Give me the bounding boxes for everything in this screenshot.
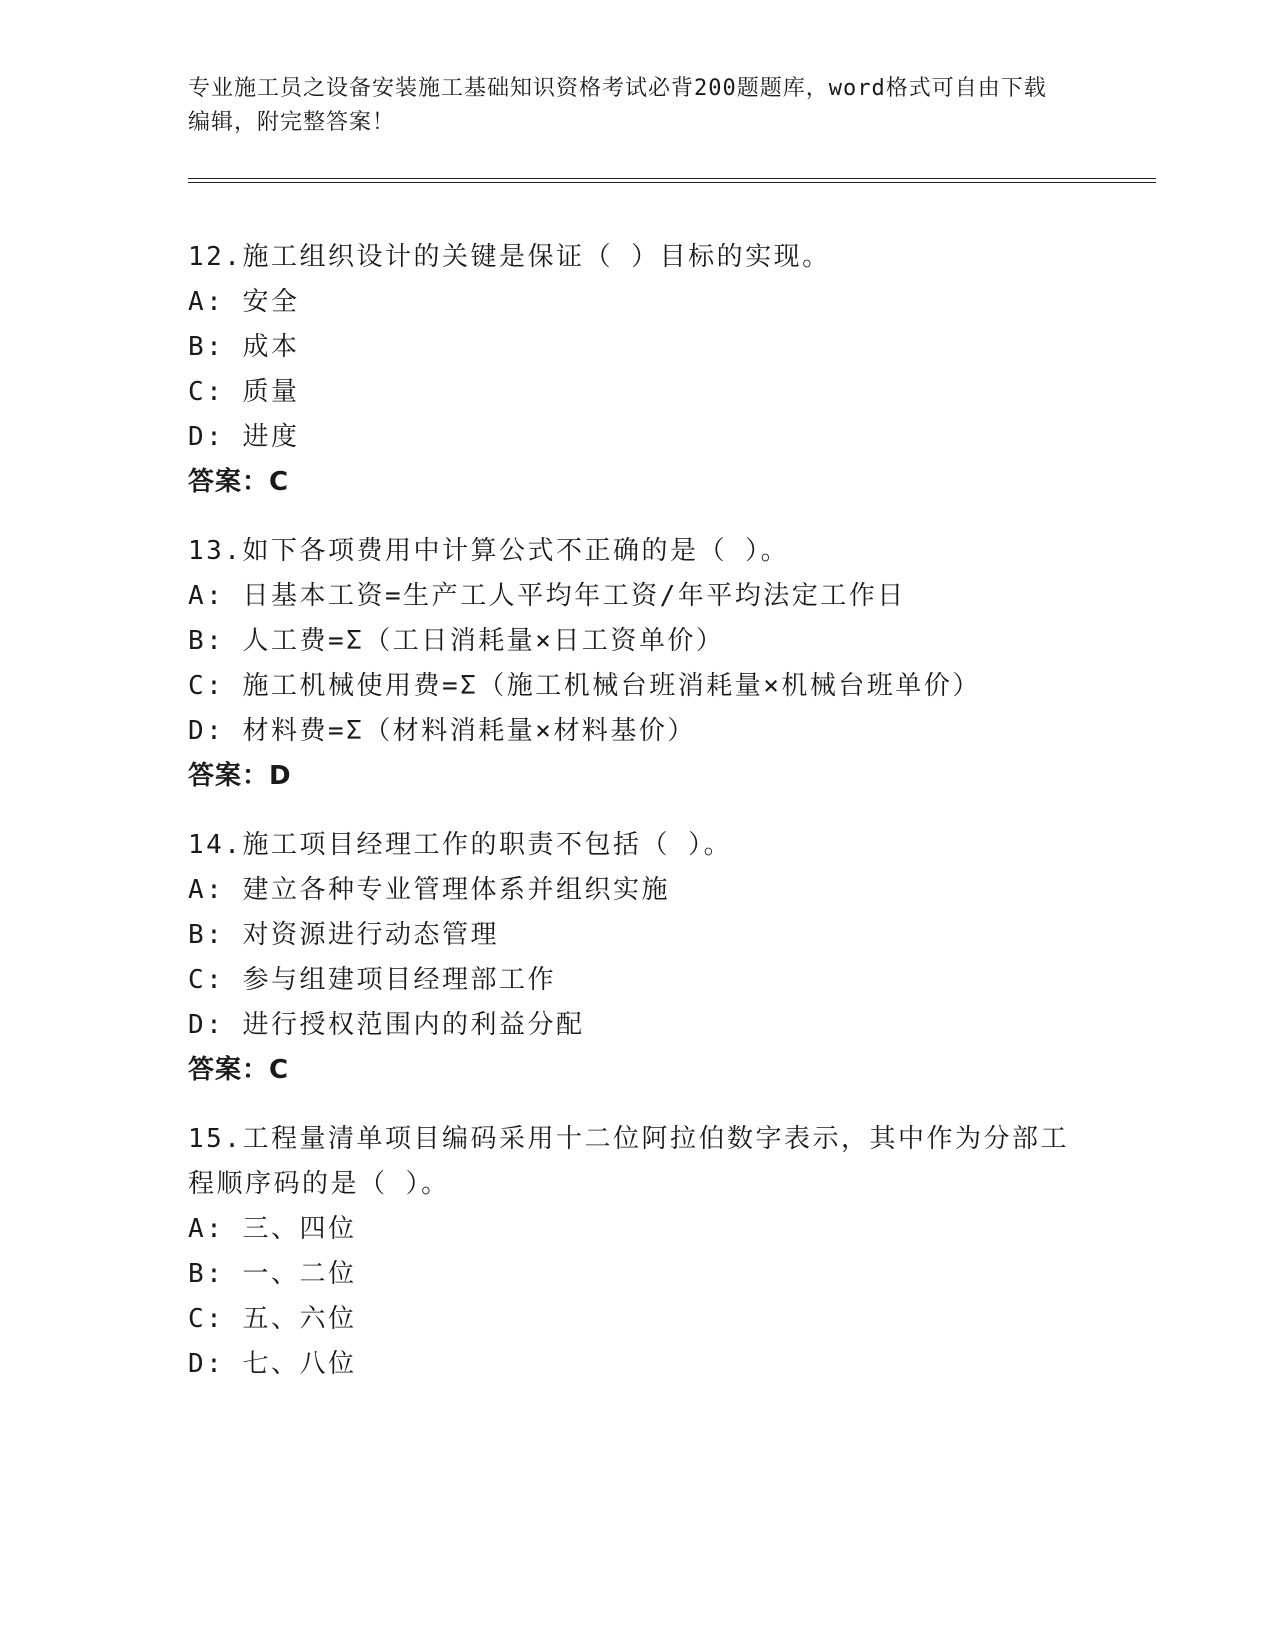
option-d: D: 材料费=Σ（材料消耗量×材料基价） xyxy=(188,716,696,746)
question-list xyxy=(188,235,1088,1411)
document-header: 专业施工员之设备安装施工基础知识资格考试必背200题题库，word格式可自由下载编辑，附完整答案！ xyxy=(188,76,1047,135)
option-c: C: 质量 xyxy=(188,377,300,407)
option-b: B: 对资源进行动态管理 xyxy=(188,920,499,950)
question-14 xyxy=(188,823,1088,1093)
option-b: B: 一、二位 xyxy=(188,1259,357,1289)
option-c: C: 参与组建项目经理部工作 xyxy=(188,965,556,995)
question-stem: 15.工程量清单项目编码采用十二位阿拉伯数字表示，其中作为分部工程顺序码的是（ ）。 xyxy=(188,1124,1069,1199)
answer-line: 答案：C xyxy=(188,1055,290,1085)
question-stem: 13.如下各项费用中计算公式不正确的是（ ）。 xyxy=(188,536,790,566)
option-c: C: 施工机械使用费=Σ（施工机械台班消耗量×机械台班单价） xyxy=(188,671,981,701)
option-a: A: 日基本工资=生产工人平均年工资/年平均法定工作日 xyxy=(188,581,906,611)
question-12 xyxy=(188,235,1088,505)
question-15 xyxy=(188,1117,1088,1387)
question-13 xyxy=(188,529,1088,799)
option-d: D: 七、八位 xyxy=(188,1349,357,1379)
option-d: D: 进度 xyxy=(188,422,300,452)
question-stem: 12.施工组织设计的关键是保证（ ）目标的实现。 xyxy=(188,242,831,272)
option-d: D: 进行授权范围内的利益分配 xyxy=(188,1010,585,1040)
option-b: B: 成本 xyxy=(188,332,300,362)
option-b: B: 人工费=Σ（工日消耗量×日工资单价） xyxy=(188,626,725,656)
answer-line: 答案：C xyxy=(188,467,290,497)
option-a: A: 三、四位 xyxy=(188,1214,357,1244)
option-a: A: 建立各种专业管理体系并组织实施 xyxy=(188,875,670,905)
option-a: A: 安全 xyxy=(188,287,300,317)
option-c: C: 五、六位 xyxy=(188,1304,357,1334)
header-divider xyxy=(188,178,1156,183)
question-stem: 14.施工项目经理工作的职责不包括（ ）。 xyxy=(188,830,733,860)
answer-line: 答案：D xyxy=(188,761,292,791)
